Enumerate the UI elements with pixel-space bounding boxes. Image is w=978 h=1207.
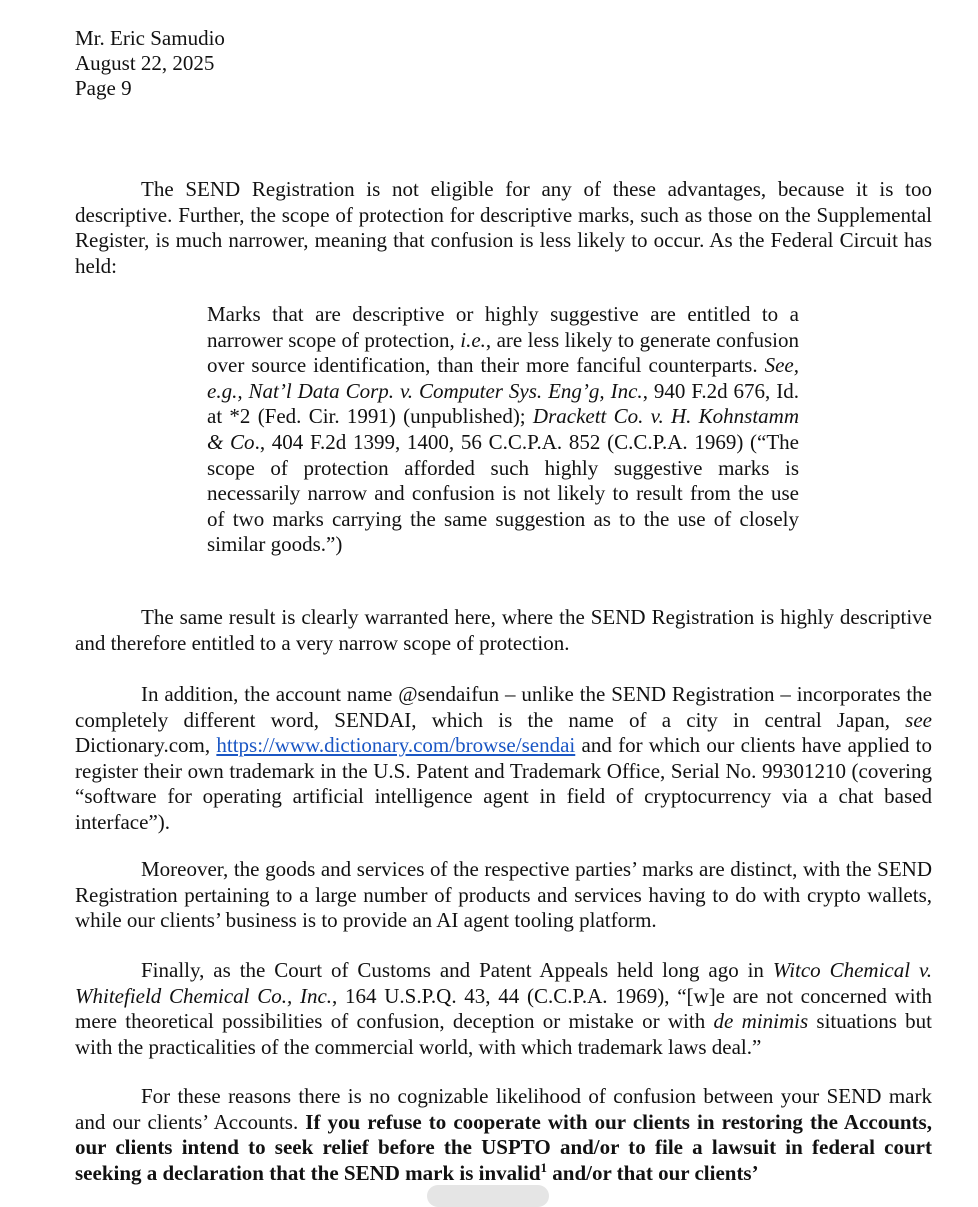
case-name-witco: Witco Chemical v. Whitefield Chemical Co., Inc.: [75, 958, 933, 1008]
block-quote: Marks that are descriptive or highly suggestive are entitled to a narrower scope of protection, i.e., are less likely to generate confusion over source identification, than their more fanciful counterparts. See, e.g., Nat’l Data Corp. v. Computer Sys. Eng’g, Inc., 940 F.2d 676, Id. at *2 (Fed. Cir. 1991) (unpublished); Drackett Co. v. H. Kohnstamm & Co., 404 F.2d 1399, 1400, 56 C.C.P.A. 852 (C.C.P.A. 1969) (“The scope of protection afforded such highly suggestive marks is necessarily narrow and confusion is not likely to result from the use of two marks carrying the same suggestion as to the use of closely similar goods.”): [207, 302, 799, 557]
paragraph-goods-services: Moreover, the goods and services of the respective parties’ marks are distinct, with the SEND Registration pertaining to a large number of products and services having to do with crypto wallets, while our clients’ business is to provide an AI agent tooling platform.: [75, 857, 932, 933]
paragraph-advantages: The SEND Registration is not eligible for any of these advantages, because it is too descriptive. Further, the scope of protection for descriptive marks, such as those on the Supplemental Register, is much narrower, meaning that confusion is less likely to occur. As the Federal Circuit has held:: [75, 177, 932, 278]
letter-header: [75, 26, 225, 101]
dictionary-link[interactable]: https://www.dictionary.com/browse/sendai: [216, 733, 576, 758]
recipient-name: Mr. Eric Samudio: [75, 26, 225, 50]
page-number: Page 9: [75, 76, 132, 100]
letter-date: August 22, 2025: [75, 51, 215, 75]
home-indicator-bar[interactable]: [427, 1185, 549, 1207]
paragraph-same-result: The same result is clearly warranted here, where the SEND Registration is highly descriptive and therefore entitled to a very narrow scope of protection.: [75, 605, 932, 655]
paragraph-sendai: In addition, the account name @sendaifun – unlike the SEND Registration – incorporates the completely different word, SENDAI, which is the name of a city in central Japan, see Dictionary.com, https://www.dictionary.com/browse/sendai and for which our clients have applied to register their own trademark in the U.S. Patent and Trademark Office, Serial No. 99301210 (covering “software for operating artificial intelligence agent in field of cryptocurrency via a chat based interface”).: [75, 682, 932, 834]
footnote-marker[interactable]: 1: [540, 1159, 548, 1175]
paragraph-conclusion: For these reasons there is no cognizable likelihood of confusion between your SEND mark and our clients’ Accounts. If you refuse to cooperate with our clients in restoring the Accounts, our clients intend to seek relief before the USPTO and/or to file a lawsuit in federal court seeking a declaration that the SEND mark is invalid$^1$ and/or that our clients’: [75, 1084, 932, 1185]
quote-citation-drackett: Drackett Co. v. H. Kohnstamm & Co: [207, 404, 799, 454]
paragraph-witco: Finally, as the Court of Customs and Patent Appeals held long ago in Witco Chemical v. Whitefield Chemical Co., Inc., 164 U.S.P.Q. 43, 44 (C.C.P.A. 1969), “[w]e are not concerned with mere theoretical possibilities of confusion, deception or mistake or with de minimis situations but with the practicalities of the commercial world, with which trademark laws deal.”: [75, 958, 933, 1059]
quote-ie: i.e.: [460, 327, 486, 352]
quote-citation-natl-data: See, e.g., Nat’l Data Corp. v. Computer Sys. Eng’g, Inc.: [207, 353, 799, 403]
